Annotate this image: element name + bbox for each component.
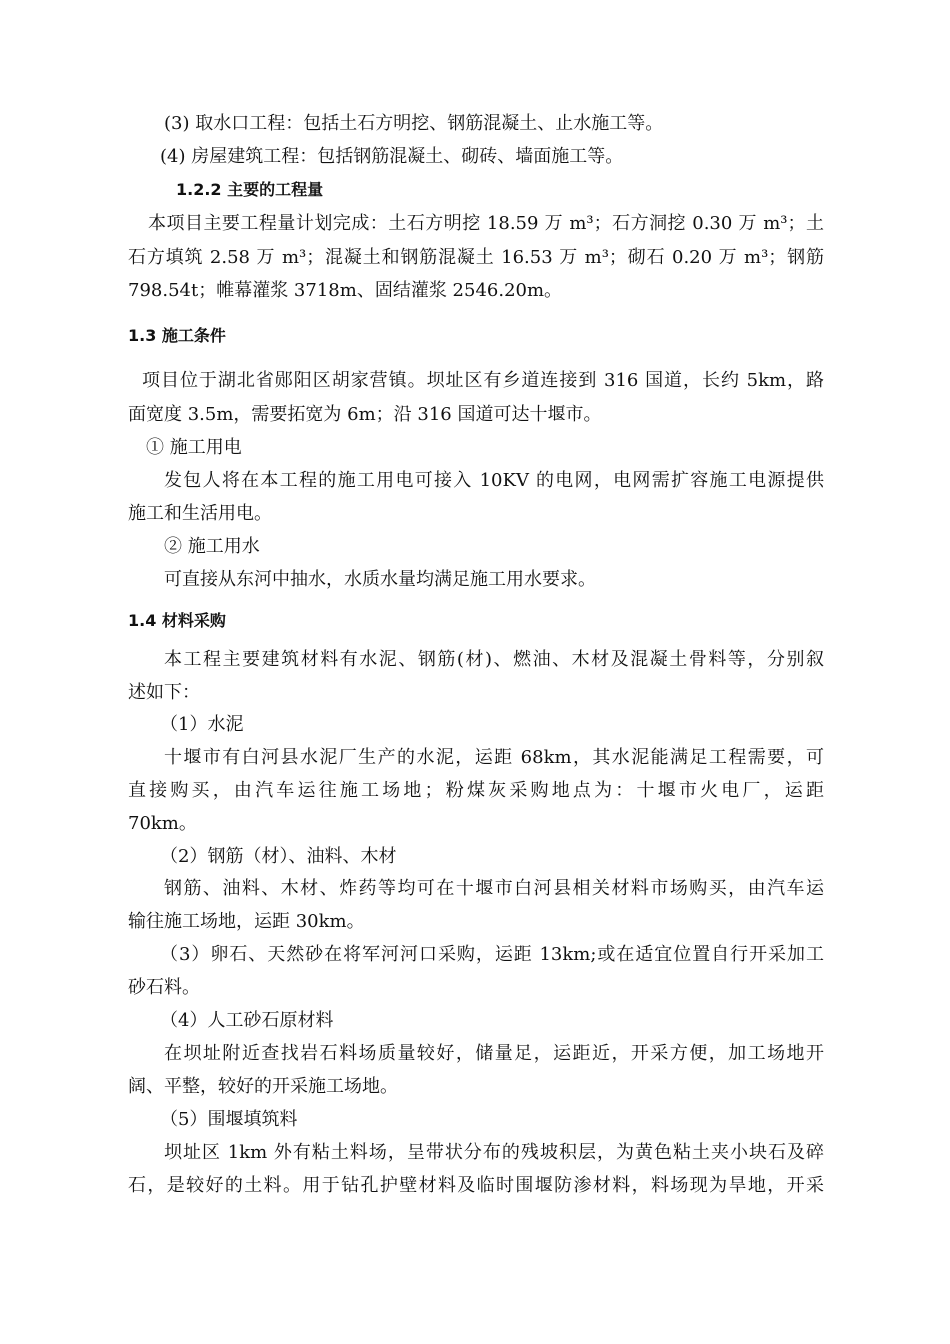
paragraph-materials-line-2: 述如下： [128,682,200,703]
paragraph-power-line-2: 施工和生活用电。 [128,503,272,524]
paragraph-materials-line-1: 本工程主要建筑材料有水泥、钢筋(材)、燃油、木材及混凝土骨料等，分别叙 [164,649,824,670]
paragraph-power-line-1: 发包人将在本工程的施工用电可接入 10KV 的电网，电网需扩容施工电源提供 [164,470,824,491]
paragraph-cofferdam-line-1: 坝址区 1km 外有粘土料场，呈带状分布的残坡积层，为黄色粘土夹小块石及碎 [164,1142,824,1163]
subheading-water: ② 施工用水 [164,536,260,557]
paragraph-steel-line-2: 输往施工场地，运距 30km。 [128,911,365,932]
subheading-steel: （2）钢筋（材）、油料、木材 [160,846,397,867]
list-item-intake-works: (3) 取水口工程：包括土石方明挖、钢筋混凝土、止水施工等。 [164,113,664,134]
paragraph-gravel-line-2: 砂石料。 [128,977,200,998]
paragraph-quantities-line-2: 石方填筑 2.58 万 m³；混凝土和钢筋混凝土 16.53 万 m³；砌石 0.20 万 m³；钢筋 [128,247,824,268]
subheading-cement: （1）水泥 [160,714,244,735]
paragraph-aggregate-line-2: 阔、平整，较好的开采施工场地。 [128,1076,398,1097]
paragraph-aggregate-line-1: 在坝址附近查找岩石料场质量较好，储量足，运距近，开采方便，加工场地开 [164,1043,824,1064]
paragraph-quantities-line-1: 本项目主要工程量计划完成：土石方明挖 18.59 万 m³；石方洞挖 0.30 万 m³；土 [148,213,824,234]
paragraph-site-line-2: 面宽度 3.5m，需要拓宽为 6m；沿 316 国道可达十堰市。 [128,404,602,425]
list-item-building-works: (4) 房屋建筑工程：包括钢筋混凝土、砌砖、墙面施工等。 [160,146,624,167]
section-heading-1-2-2: 1.2.2 主要的工程量 [176,180,324,199]
paragraph-cement-line-1: 十堰市有白河县水泥厂生产的水泥，运距 68km，其水泥能满足工程需要，可 [164,747,824,768]
section-heading-1-3: 1.3 施工条件 [128,326,226,345]
paragraph-cement-line-2: 直接购买，由汽车运往施工场地；粉煤灰采购地点为：十堰市火电厂，运距 [128,780,824,801]
paragraph-cofferdam-line-2: 石，是较好的土料。用于钻孔护壁材料及临时围堰防渗材料，料场现为旱地，开采 [128,1175,824,1196]
paragraph-water: 可直接从东河中抽水，水质水量均满足施工用水要求。 [164,569,596,590]
paragraph-gravel-line-1: （3）卵石、天然砂在将军河河口采购，运距 13km;或在适宜位置自行开采加工 [160,944,824,965]
paragraph-cement-line-3: 70km。 [128,813,197,834]
paragraph-quantities-line-3: 798.54t；帷幕灌浆 3718m、固结灌浆 2546.20m。 [128,280,563,301]
subheading-power: ① 施工用电 [146,437,242,458]
section-heading-1-4: 1.4 材料采购 [128,611,226,630]
subheading-cofferdam-fill: （5）围堰填筑料 [160,1109,298,1130]
paragraph-site-line-1: 项目位于湖北省郧阳区胡家营镇。坝址区有乡道连接到 316 国道，长约 5km，路 [142,370,824,391]
paragraph-steel-line-1: 钢筋、油料、木材、炸药等均可在十堰市白河县相关材料市场购买，由汽车运 [164,878,824,899]
subheading-artificial-aggregate: （4）人工砂石原材料 [160,1010,334,1031]
